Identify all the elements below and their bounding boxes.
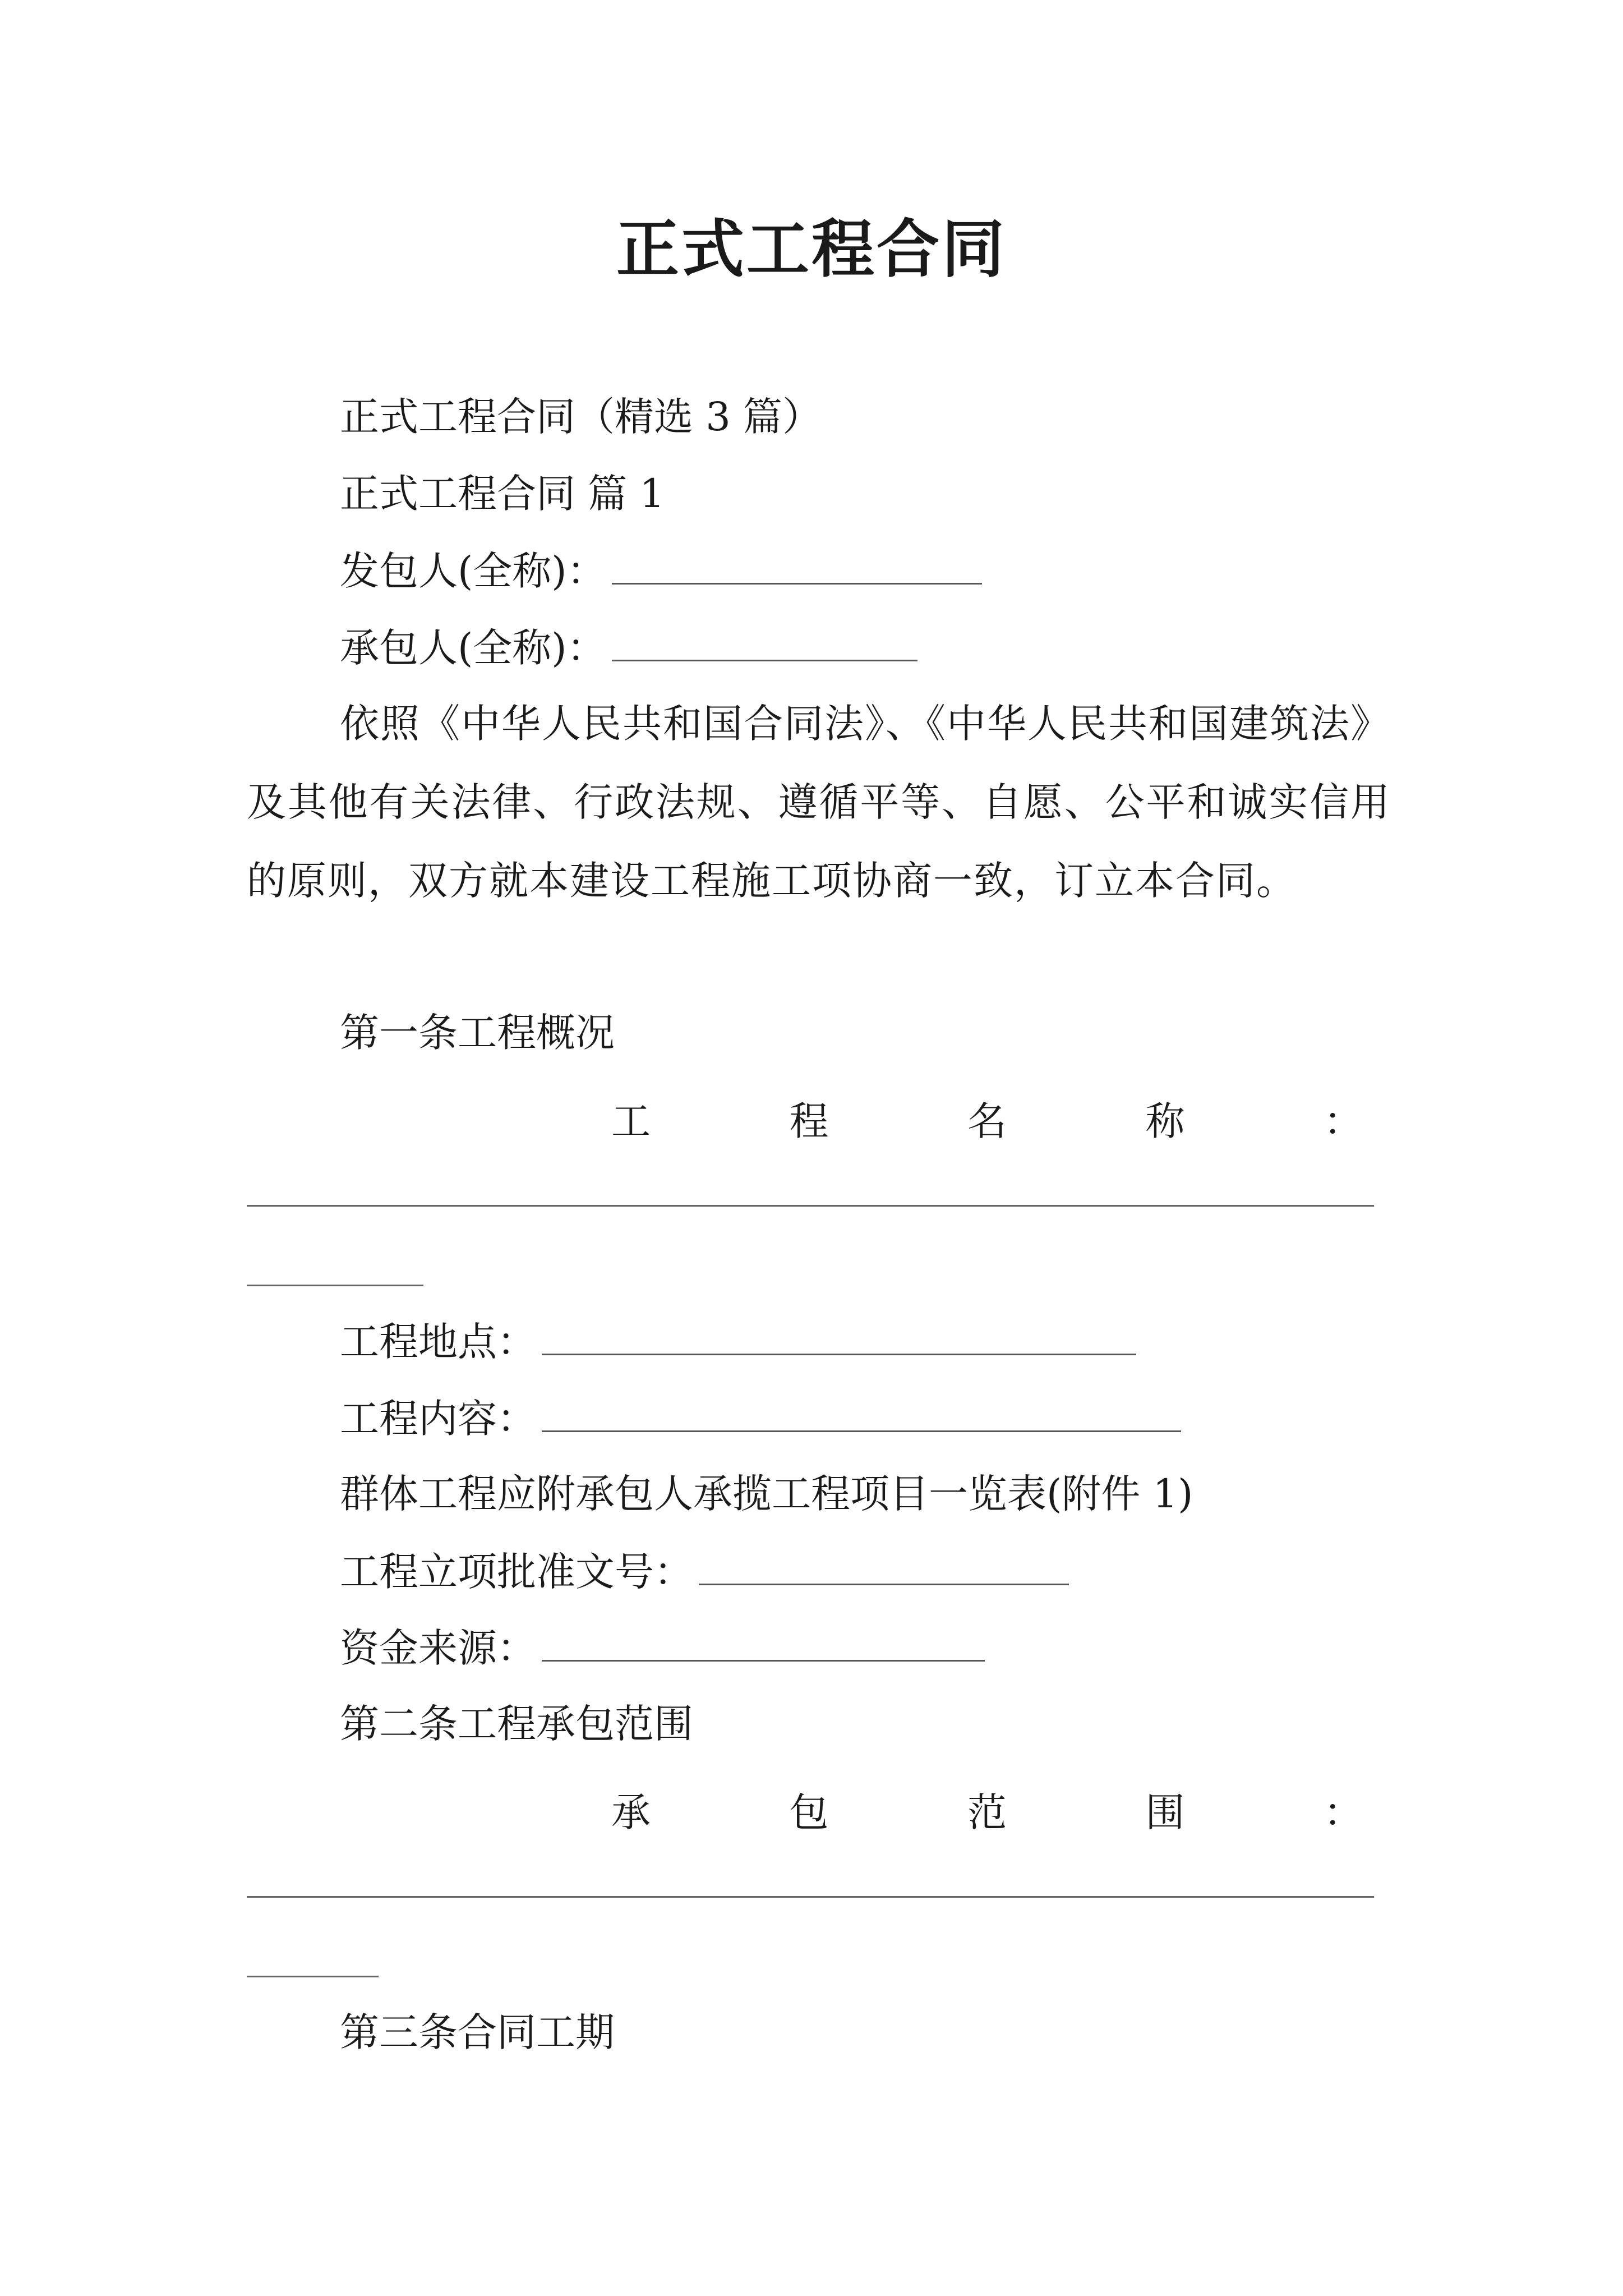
content-blank [542, 1398, 1181, 1432]
label-char: 范 [967, 1789, 1007, 1835]
employer-label: 发包人(全称)： [340, 548, 606, 594]
approval-blank [699, 1551, 1069, 1585]
group-project-note: 群体工程应附承包人承揽工程项目一览表(附件 1) [340, 1471, 1193, 1517]
funding-label: 资金来源： [340, 1625, 536, 1671]
document-title: 正式工程合同 [616, 213, 1007, 286]
funding-blank [542, 1627, 985, 1662]
label-char: 称 [1145, 1098, 1185, 1144]
contractor-blank [612, 627, 917, 661]
label-char: ： [1324, 1098, 1363, 1144]
approval-label: 工程立项批准文号： [340, 1549, 693, 1595]
employer-field [340, 548, 982, 594]
scope-blank-cont [247, 1976, 379, 1977]
article-3-heading: 第三条合同工期 [340, 2009, 615, 2055]
label-char: ： [1324, 1789, 1363, 1835]
content-label: 工程内容： [340, 1396, 536, 1442]
part-heading: 正式工程合同 篇 1 [340, 471, 665, 517]
article-1-heading: 第一条工程概况 [340, 1010, 615, 1056]
scope-blank [247, 1896, 1374, 1898]
label-char: 名 [967, 1098, 1007, 1144]
contractor-label: 承包人(全称)： [340, 625, 606, 671]
project-name-label [611, 1090, 1363, 1147]
label-char: 承 [611, 1789, 651, 1835]
location-blank [542, 1321, 1136, 1355]
intro-paragraph: 依照《中华人民共和国合同法》、《中华人民共和国建筑法》及其他有关法律、行政法规、遵循平等、自愿、公平和诚实信用的原则，双方就本建设工程施工项协商一致，订立本合同。 [247, 701, 1391, 904]
label-char: 工 [611, 1098, 651, 1144]
article-2-heading: 第二条工程承包范围 [340, 1701, 693, 1747]
label-char: 包 [789, 1789, 829, 1835]
content-field [340, 1396, 1181, 1442]
approval-field [340, 1549, 1069, 1595]
label-char: 围 [1145, 1789, 1185, 1835]
scope-label [611, 1781, 1363, 1838]
project-name-blank [247, 1205, 1374, 1207]
employer-blank [612, 550, 982, 585]
funding-field [340, 1625, 985, 1671]
project-name-blank-cont [247, 1285, 423, 1286]
location-label: 工程地点： [340, 1319, 536, 1365]
document-subtitle: 正式工程合同（精选 3 篇） [340, 394, 822, 440]
contractor-field [340, 625, 917, 671]
label-char: 程 [789, 1098, 829, 1144]
location-field [340, 1319, 1136, 1365]
